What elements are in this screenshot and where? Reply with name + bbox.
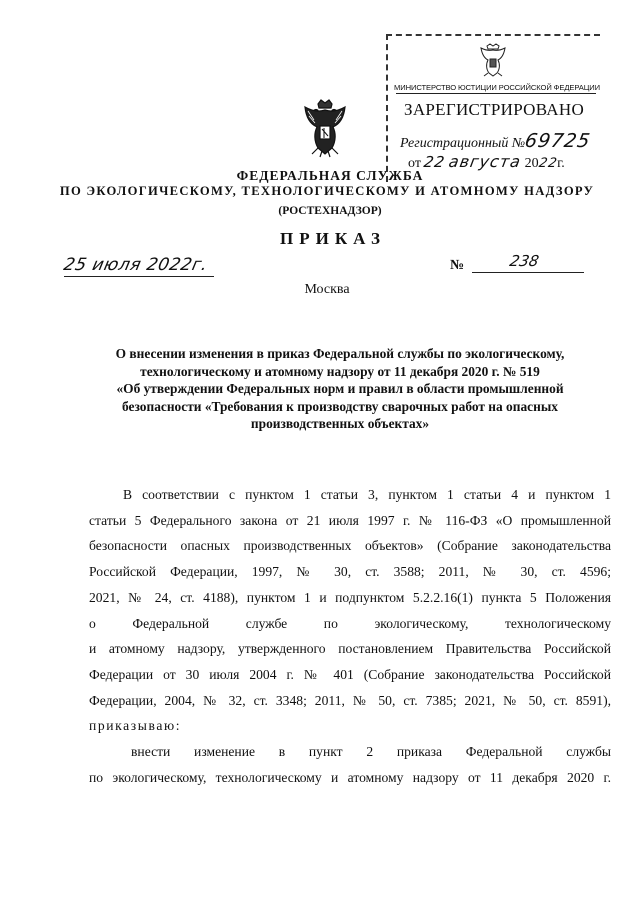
stamp-date-day: 22 [422,153,448,171]
body-line: Российской Федерации, 1997, № 30, ст. 3588; 2011, № 30, ст. 4596; [89,564,611,580]
subject-line: безопасности «Требования к производству сварочных работ на опасных [122,398,558,414]
subject-line: «Об утверждении Федеральных норм и правил в области промышленной [116,381,564,396]
order-body [89,482,611,790]
action-line: внести изменение в пункт 2 приказа Федеральной службы [131,744,611,760]
body-line: о Федеральной службе по экологическому, технологическому [89,615,611,631]
stamp-registered-text: ЗАРЕГИСТРИРОВАНО [404,100,585,119]
coat-of-arms-icon [300,98,350,160]
stamp-reg-label: Регистрационный № [400,136,526,151]
order-number-sign: № [450,258,465,273]
stamp-date-month: августа [447,152,523,171]
body-line: 2021, № 24, ст. 4188), пунктом 1 и подпунктом 5.2.2.16(1) пункта 5 Положения [89,589,611,605]
action-line: по экологическому, технологическому и атомному надзору от 11 декабря 2020 г. [89,769,611,785]
stamp-coat-of-arms-icon [476,42,510,78]
stamp-ministry-name: МИНИСТЕРСТВО ЮСТИЦИИ РОССИЙСКОЙ ФЕДЕРАЦИИ [394,83,600,92]
body-line: безопасности опасных производственных объектов» (Собрание законодательства [89,538,611,554]
stamp-registration-number [400,130,591,152]
order-date-underline [64,276,214,277]
stamp-date-prefix: от [408,156,421,171]
body-line: статьи 5 Федерального закона от 21 июля 1997 г. № 116-ФЗ «О промышленной [89,512,611,528]
stamp-date-year-printed: 20 [524,156,539,171]
agency-name-line1: ФЕДЕРАЛЬНАЯ СЛУЖБА [236,168,424,183]
order-number-underline [472,272,584,273]
order-date-handwritten: 25 июля 2022г. [61,255,210,275]
order-subject [70,345,610,433]
body-line: В соответствии с пунктом 1 статьи 3, пунктом 1 статьи 4 и пунктом 1 [123,487,611,502]
stamp-reg-number-handwritten: 69725 [523,130,593,152]
body-line: Федерации, 2004, № 32, ст. 3348; 2011, № 50, ст. 7385; 2021, № 50, ст. 8591), [89,692,611,708]
stamp-date-year-hand: 22 [537,156,559,171]
subject-line: О внесении изменения в приказ Федеральной службы по экологическому, [115,346,565,361]
order-word: приказываю: [89,718,182,734]
body-line: Федерации от 30 июля 2004 г. № 401 (Собрание законодательства Российской [89,666,611,682]
body-line: и атомному надзору, утвержденного постановлением Правительства Российской [89,641,611,657]
registration-stamp [386,34,600,182]
stamp-date-suffix: г. [557,156,565,171]
agency-name-line2: ПО ЭКОЛОГИЧЕСКОМУ, ТЕХНОЛОГИЧЕСКОМУ И АТОМНОМУ НАДЗОРУ [59,184,595,198]
order-number-handwritten: 238 [508,252,541,270]
city: Москва [304,282,350,297]
agency-short-name: (РОСТЕХНАДЗОР) [278,205,382,217]
stamp-divider [396,93,596,94]
subject-line: технологическому и атомному надзору от 11 декабря 2020 г. № 519 [140,363,540,379]
subject-line: производственных объектах» [250,416,430,431]
document-type-title: ПРИКАЗ [280,229,386,248]
